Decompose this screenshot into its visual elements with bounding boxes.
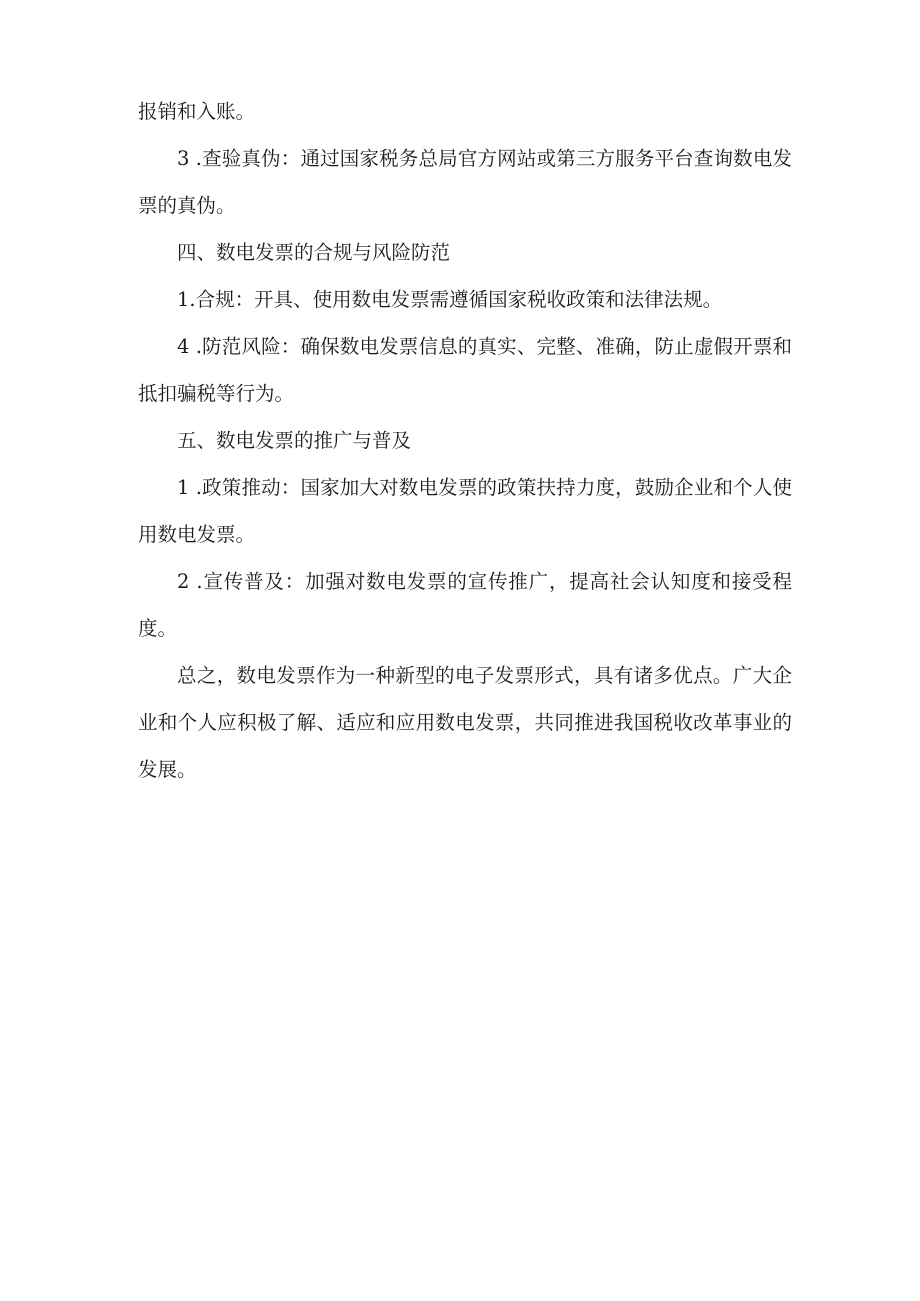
paragraph-continuation: 报销和入账。 [138, 100, 256, 123]
section-heading-compliance: 四、数电发票的合规与风险防范 [177, 241, 451, 264]
paragraph-conclusion: 总之，数电发票作为一种新型的电子发票形式，具有诸多优点。广大企业和个人应积极了解、适应和应用数电发票，共同推进我国税收改革事业的发展。 [138, 664, 792, 781]
paragraph-verify-authenticity: 3 .查验真伪：通过国家税务总局官方网站或第三方服务平台查询数电发票的真伪。 [138, 147, 792, 217]
section-heading-promotion: 五、数电发票的推广与普及 [177, 429, 412, 452]
paragraph-risk-prevention: 4 .防范风险：确保数电发票信息的真实、完整、准确，防止虚假开票和抵扣骗税等行为。 [138, 335, 792, 405]
paragraph-publicity: 2 .宣传普及：加强对数电发票的宣传推广，提高社会认知度和接受程度。 [138, 570, 792, 640]
paragraph-policy-push: 1 .政策推动：国家加大对数电发票的政策扶持力度，鼓励企业和个人使用数电发票。 [138, 476, 792, 546]
paragraph-compliance: 1.合规：开具、使用数电发票需遵循国家税收政策和法律法规。 [177, 288, 723, 311]
document-page [138, 88, 792, 793]
